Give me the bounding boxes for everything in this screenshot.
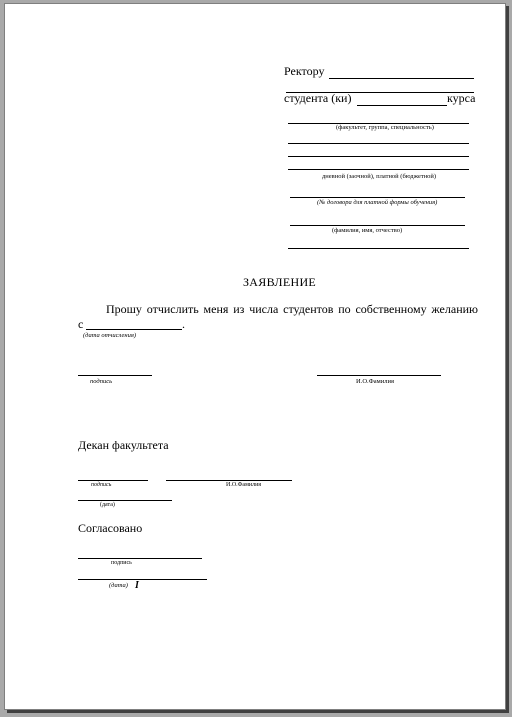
name-line-2 [288, 248, 469, 249]
approval-heading: Согласовано [78, 521, 143, 535]
document-page [4, 3, 506, 710]
document-title: ЗАЯВЛЕНИЕ [243, 275, 317, 289]
study-form-caption: дневной (заочной), платной (бюджетной) [322, 173, 437, 180]
faculty-caption: (факультет, группа, специальность) [336, 124, 434, 131]
student-signature-line [78, 375, 152, 376]
contract-caption: (№ договора для платной формы обучения) [317, 199, 438, 206]
approval-date-line [78, 579, 207, 580]
text-cursor: I [135, 580, 139, 591]
name-caption: (фамилия, имя, отчество) [332, 227, 403, 234]
student-label: студента (ки) [284, 91, 352, 105]
date-dot: . [182, 317, 185, 331]
contract-line [290, 197, 465, 198]
dean-signature-caption: подпись [91, 482, 112, 488]
request-text: Прошу отчислить меня из числа студентов по собственному желанию [106, 302, 478, 316]
blank-line-1 [288, 143, 469, 144]
dean-date-caption: (дата) [100, 502, 115, 508]
rector-label: Ректору [284, 64, 325, 78]
approval-signature-line [78, 558, 202, 559]
course-line [357, 105, 447, 106]
from-prefix: с [78, 317, 84, 331]
dean-name-caption: И.О.Фамилия [226, 482, 262, 488]
date-line [86, 329, 182, 330]
dean-heading: Декан факультета [78, 438, 169, 452]
course-label: курса [447, 91, 476, 105]
approval-signature-caption: подпись [111, 560, 132, 566]
dean-date-line [78, 500, 172, 501]
student-name-caption: И.О.Фамилия [356, 378, 394, 385]
blank-line-2 [288, 156, 469, 157]
approval-date-caption: (дата) [109, 582, 128, 589]
dean-signature-line [78, 480, 148, 481]
dean-name-line [166, 480, 292, 481]
rector-line [329, 78, 474, 79]
student-signature-caption: подпись [90, 378, 113, 385]
date-caption: (дата отчисления) [83, 332, 137, 339]
student-name-line [317, 375, 441, 376]
name-line [290, 225, 465, 226]
blank-line-3 [288, 169, 469, 170]
